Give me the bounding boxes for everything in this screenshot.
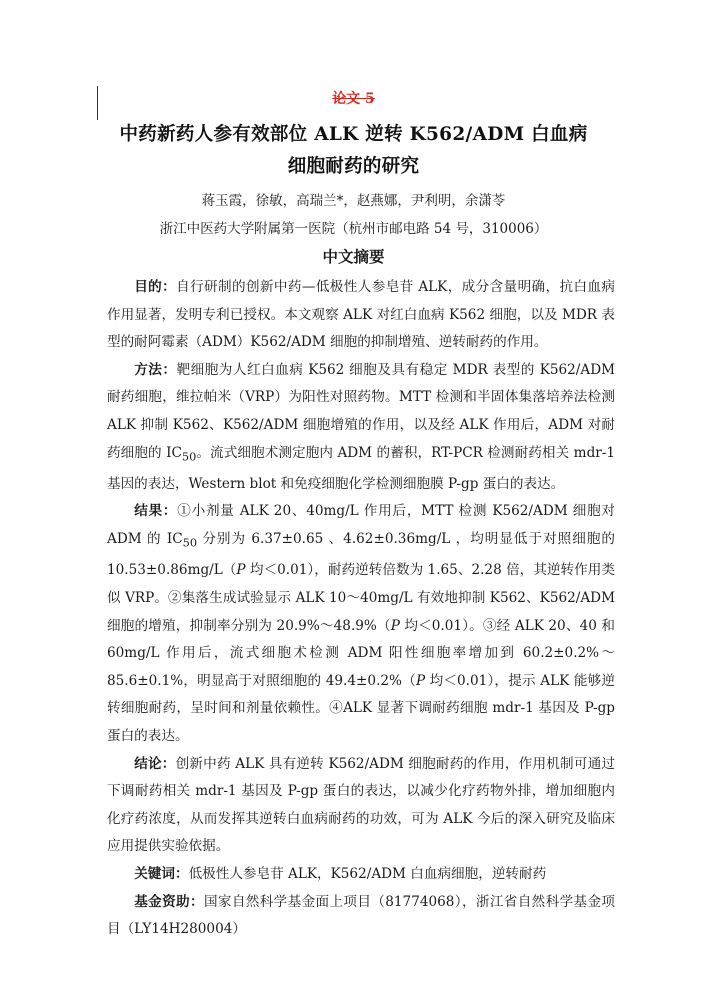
results-text-a: ①小剂量 ALK 20、40mg/L 作用后，MTT 检测 K562/ADM 细胞对 ADM 的 IC (107, 503, 616, 548)
keywords-text: 低极性人参皂苷 ALK，K562/ADM 白血病细胞，逆转耐药 (188, 865, 547, 882)
affiliation: 浙江中医药大学附属第一医院（杭州市邮电路 54 号，310006） (159, 221, 548, 237)
abstract-conclusion (107, 751, 615, 861)
paper-title-line-1: 中药新药人参有效部位 ALK 逆转 K562/ADM 白血病 (119, 124, 588, 145)
results-subscript: 50 (182, 535, 198, 550)
section-title-abstract: 中文摘要 (322, 247, 385, 266)
results-p-symbol-2: P (390, 617, 400, 634)
results-p-symbol-3: P (415, 672, 426, 689)
results-text-d: 均＜0.01）。③经 ALK 20、40 和 60mg/L 作用后，流式细胞术检测 ADM 阳性细胞率增加到 60.2±0.2%～85.6±0.1%，明显高于对照细胞的 49.4±0.2%（ (107, 617, 615, 689)
paper-title-line-2: 细胞耐药的研究 (287, 156, 420, 177)
methods-text-b: 。流式细胞术测定胞内 ADM 的蓄积，RT-PCR 检测耐药相关 mdr-1 基因的表达，Western blot 和免疫细胞化学检测细胞膜 P-gp 蛋白的表达。 (107, 444, 616, 492)
author-list: 蒋玉霞，徐敏，高瑞兰*，赵燕娜，尹利明，余潇苓 (201, 193, 506, 209)
abstract-objective (107, 274, 615, 357)
abstract-funding (107, 889, 615, 944)
conclusion-label: 结论： (134, 755, 176, 772)
objective-label: 目的： (134, 279, 177, 295)
abstract-keywords (107, 861, 615, 889)
abstract-results (107, 498, 615, 750)
objective-text: 自行研制的创新中药—低极性人参皂苷 ALK，成分含量明确，抗白血病作用显著，发明专利已授权。本文观察 ALK 对红白血病 K562 细胞，以及 MDR 表型的耐阿霉素（ADM）K562/ADM 细胞的抑制增殖、逆转耐药的作用。 (107, 279, 615, 351)
revision-mark: 论文 5 (332, 91, 375, 107)
abstract-body (107, 274, 615, 944)
conclusion-text: 创新中药 ALK 具有逆转 K562/ADM 细胞耐药的作用，作用机制可通过下调耐药相关 mdr-1 基因及 P-gp 蛋白的表达，以减少化疗药物外排，增加细胞内化疗药浓度，从而发挥其逆转白血病耐药的功效，可为 ALK 今后的深入研究及临床应用提供实验依据。 (107, 755, 616, 855)
results-text-b: 分别为 6.37±0.65 、4.62±0.36mg/L ，均明显低于对照细胞的 10.53±0.86mg/L（ (107, 531, 615, 579)
funding-label: 基金资助： (134, 893, 204, 910)
results-label: 结果： (134, 503, 178, 520)
methods-label: 方法： (134, 361, 177, 378)
results-text-c: 均＜0.01），耐药逆转倍数为 1.65、2.28 倍，其逆转作用类似 VRP。②集落生成试验显示 ALK 10～40mg/L 有效地抑制 K562、K562/ADM 细胞的增殖，抑制率分别为 20.9%～48.9%（ (107, 562, 615, 634)
funding-text: 国家自然科学基金面上项目（81774068），浙江省自然科学基金项目（LY14H280004） (107, 893, 616, 938)
results-text-e: 均＜0.01），提示 ALK 能够逆转细胞耐药，呈时间和剂量依赖性。④ALK 显著下调耐药细胞 mdr-1 基因及 P-gp 蛋白的表达。 (107, 672, 615, 744)
methods-subscript: 50 (181, 449, 197, 464)
abstract-methods (107, 357, 615, 499)
results-p-symbol-1: P (236, 562, 246, 579)
keywords-label: 关键词： (134, 865, 189, 882)
methods-text-a: 靶细胞为人红白血病 K562 细胞及具有稳定 MDR 表型的 K562/ADM 耐药细胞，维拉帕米（VRP）为阳性对照药物。MTT 检测和半固体集落培养法检测 ALK 抑制 K562、K562/ADM 细胞增殖的作用，以及经 ALK 作用后，ADM 对耐药细胞的 IC (107, 361, 616, 461)
